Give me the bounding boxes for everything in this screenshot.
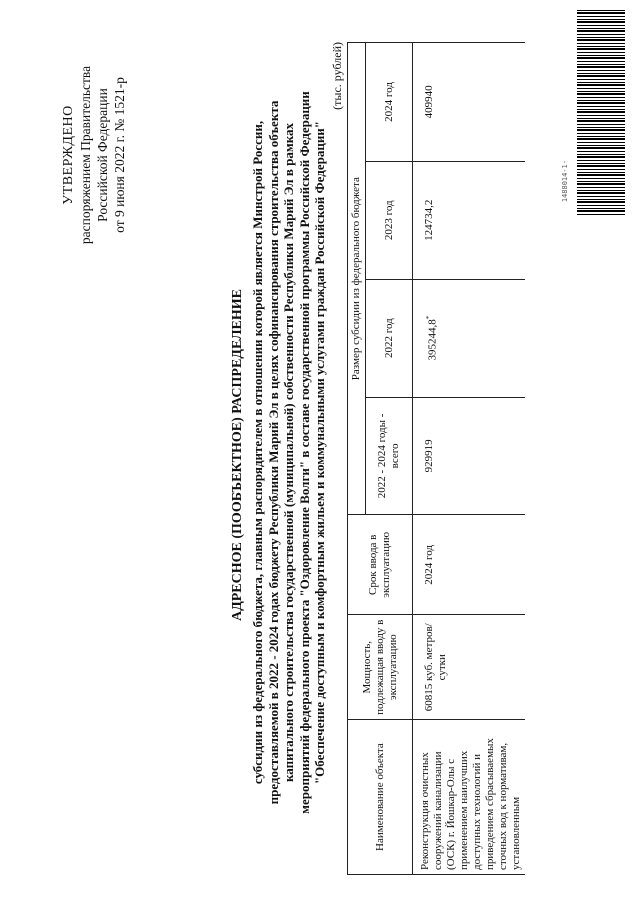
cell-object-name: Реконструкция очистных сооружений канализации (ОСК) г. Йошкар-Олы с применением наилучших доступных технологий и приведением сбрасываемых сточных вод к нормативам, установленным	[413, 720, 526, 875]
header-2022: 2022 год	[366, 279, 413, 397]
approval-line: Российской Федерации	[95, 88, 110, 222]
subtitle-line: субсидии из федерального бюджета, главным распорядителем в отношении которой является Минстрой России,	[250, 120, 265, 785]
header-2024: 2024 год	[366, 43, 413, 162]
header-subsidy-group: Размер субсидии из федерального бюджета	[348, 43, 366, 515]
barcode-number: 1488014-1-	[561, 160, 569, 203]
cell-commission: 2024 год	[413, 515, 526, 615]
units-label: (тыс. рублей)	[330, 42, 344, 110]
approval-line: распоряжением Правительства	[78, 65, 93, 245]
subtitle-line: "Обеспечение доступным и комфортным жильем и коммунальными услугами граждан Российской Федерации"	[312, 120, 327, 785]
subtitle-line: предоставляемой в 2022 - 2024 годах бюджету Республики Марий Эл в целях софинансирования строительства объекта	[265, 100, 281, 805]
document-subtitle	[250, 60, 328, 845]
approval-stamp	[60, 40, 128, 270]
approval-heading: УТВЕРЖДЕНО	[61, 105, 76, 205]
cell-total: 929919	[413, 397, 526, 515]
cell-capacity: 60815 куб. метров/сутки	[413, 615, 526, 720]
footnote-mark: *	[425, 315, 433, 320]
value-2022: 395244,8	[426, 319, 439, 361]
document-title: АДРЕСНОЕ (ПООБЪЕКТНОЕ) РАСПРЕДЕЛЕНИЕ	[230, 289, 245, 621]
barcode-image	[577, 10, 625, 215]
header-2023: 2023 год	[366, 161, 413, 279]
table-header-row	[348, 43, 366, 875]
subtitle-line: капитального строительства государственной (муниципальной) собственности Республики Марий Эл в рамках	[281, 123, 296, 782]
table-row	[413, 43, 526, 875]
subtitle-line: мероприятий федерального проекта "Оздоровление Волги" в составе государственной программы Российской Федерации	[296, 91, 312, 814]
header-capacity: Мощность, подлежащая вводу в эксплуатацию	[348, 615, 413, 720]
header-commission: Срок ввода в эксплуатацию	[348, 515, 413, 615]
cell-2023: 124734,2	[413, 161, 526, 279]
header-total: 2022 - 2024 годы - всего	[366, 397, 413, 515]
header-name: Наименование объекта	[348, 720, 413, 875]
cell-2024: 409940	[413, 43, 526, 162]
cell-2022	[413, 279, 526, 397]
approval-date: от 9 июня 2022 г. № 1521-р	[112, 77, 127, 233]
subsidy-table	[347, 42, 525, 875]
